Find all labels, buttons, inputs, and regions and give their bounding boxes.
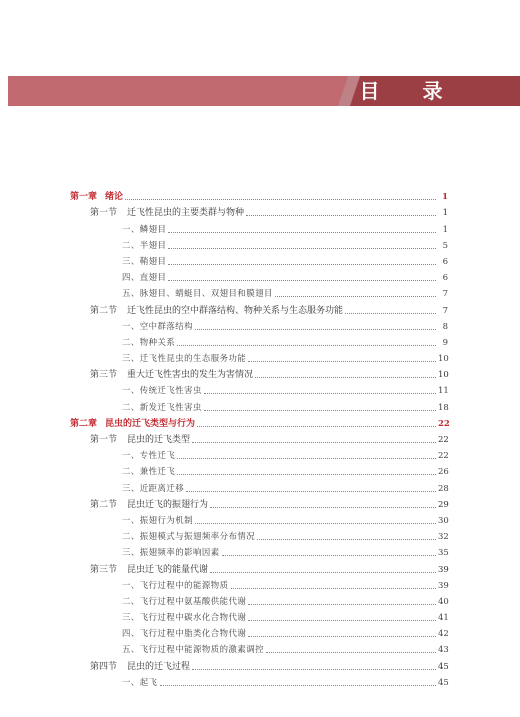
toc-entry-page: 1 [442, 224, 448, 235]
toc-entry-section[interactable] [70, 558, 448, 574]
toc-entry-item[interactable] [70, 542, 448, 558]
toc-entry-title: 兼性迁飞 [139, 466, 176, 477]
toc-entry-title: 物种关系 [139, 336, 176, 347]
dot-leader [204, 409, 436, 411]
toc-entry-section[interactable] [70, 202, 448, 218]
toc-entry-title: 昆虫迁飞的能量代谢 [127, 564, 209, 575]
toc-entry-page: 1 [442, 208, 448, 219]
dot-leader [168, 231, 436, 233]
toc-entry-page: 45 [438, 661, 449, 672]
dot-leader [210, 571, 436, 573]
toc-entry-section[interactable] [70, 364, 448, 380]
toc-entry-number: 二、 [122, 466, 140, 477]
toc-entry-number: 三、 [122, 255, 140, 266]
toc-entry-item[interactable] [70, 348, 448, 364]
toc-entry-item[interactable] [70, 251, 448, 267]
toc-entry-page: 22 [438, 418, 450, 429]
toc-entry-title: 鳞翅目 [139, 223, 167, 234]
page-title: 目 录 [359, 79, 461, 103]
toc-entry-item[interactable] [70, 672, 448, 688]
toc-entry-title: 昆虫迁飞的振翅行为 [127, 499, 209, 510]
dot-leader [168, 247, 436, 249]
dot-leader [197, 425, 436, 427]
toc-entry-page: 5 [442, 240, 448, 251]
toc-entry-section[interactable] [70, 655, 448, 671]
dot-leader [246, 214, 436, 216]
toc-entry-page: 42 [438, 629, 449, 640]
dot-leader [195, 328, 436, 330]
toc-entry-page: 43 [438, 645, 449, 656]
toc-entry-title: 迁飞性昆虫的空中群落结构、物种关系与生态服务功能 [127, 305, 344, 316]
toc-entry-title: 直翅目 [139, 272, 167, 283]
toc-entry-chapter[interactable] [70, 413, 448, 429]
toc-entry-title: 传统迁飞性害虫 [139, 385, 202, 396]
dot-leader [204, 392, 436, 394]
toc-entry-number: 三、 [122, 353, 140, 364]
dot-leader [222, 554, 436, 556]
toc-entry-item[interactable] [70, 607, 448, 623]
toc-entry-title: 昆虫的迁飞类型 [127, 435, 191, 445]
toc-entry-page: 7 [442, 289, 448, 300]
toc-entry-item[interactable] [70, 332, 448, 348]
toc-entry-chapter[interactable] [70, 186, 448, 202]
toc-entry-title: 脉翅目、蜻蜓目、双翅目和膜翅目 [139, 288, 273, 299]
toc-entry-title: 振翅模式与振翅频率分布情况 [139, 531, 256, 542]
toc-entry-page: 45 [438, 677, 449, 688]
toc-entry-number: 一、 [122, 320, 140, 331]
dot-leader [125, 198, 436, 200]
toc-entry-number: 四、 [122, 628, 140, 639]
toc-entry-title: 起飞 [139, 676, 158, 687]
toc-entry-title: 空中群落结构 [139, 320, 193, 331]
toc-entry-item[interactable] [70, 316, 448, 332]
toc-entry-item[interactable] [70, 477, 448, 493]
toc-entry-page: 29 [438, 499, 449, 510]
toc-entry-item[interactable] [70, 510, 448, 526]
toc-entry-number: 第二节 [90, 499, 118, 510]
toc-entry-number: 第一章 [70, 192, 98, 203]
table-of-contents [70, 186, 448, 688]
toc-entry-number: 第二章 [70, 418, 98, 429]
dot-leader [275, 295, 436, 297]
dot-leader [192, 441, 436, 443]
toc-entry-page: 6 [442, 256, 448, 267]
dot-leader [177, 457, 436, 459]
toc-entry-page: 8 [442, 321, 448, 332]
toc-entry-page: 10 [438, 370, 449, 381]
toc-entry-item[interactable] [70, 591, 448, 607]
toc-entry-title: 飞行过程中能源物质的激素调控 [139, 644, 264, 655]
dot-leader [231, 587, 437, 589]
toc-entry-page: 28 [438, 483, 449, 494]
toc-entry-page: 22 [438, 435, 449, 445]
dot-leader [255, 376, 436, 378]
toc-entry-item[interactable] [70, 445, 448, 461]
toc-entry-page: 7 [442, 305, 448, 316]
toc-entry-title: 昆虫的迁飞过程 [127, 661, 191, 672]
toc-entry-title: 新发迁飞性害虫 [139, 401, 202, 412]
dot-leader [248, 360, 436, 362]
toc-entry-number: 一、 [122, 385, 140, 396]
toc-entry-section[interactable] [70, 299, 448, 315]
toc-entry-number: 一、 [122, 223, 140, 234]
toc-entry-page: 1 [442, 192, 448, 203]
toc-entry-item[interactable] [70, 283, 448, 299]
toc-entry-number: 第二节 [90, 305, 118, 316]
dot-leader [177, 344, 436, 346]
toc-entry-page: 35 [438, 548, 449, 559]
dot-leader [248, 603, 436, 605]
toc-entry-number: 二、 [122, 531, 140, 542]
toc-entry-page: 18 [438, 402, 449, 413]
toc-entry-page: 41 [438, 613, 449, 624]
dot-leader [195, 522, 436, 524]
toc-entry-number: 三、 [122, 482, 140, 493]
toc-entry-number: 二、 [122, 595, 140, 606]
dot-leader [186, 490, 436, 492]
dot-leader [168, 279, 436, 281]
toc-entry-page: 11 [438, 386, 449, 397]
toc-entry-page: 6 [442, 273, 448, 284]
toc-entry-item[interactable] [70, 526, 448, 542]
toc-entry-title: 飞行过程中氨基酸供能代谢 [139, 595, 247, 606]
dot-leader [248, 635, 436, 637]
toc-entry-item[interactable] [70, 461, 448, 477]
toc-entry-item[interactable] [70, 623, 448, 639]
dot-leader [192, 668, 436, 670]
toc-entry-title: 绪论 [105, 192, 124, 203]
toc-entry-item[interactable] [70, 396, 448, 412]
toc-entry-page: 10 [438, 354, 449, 365]
toc-entry-number: 第一节 [90, 208, 118, 219]
toc-entry-page: 32 [438, 532, 449, 543]
toc-entry-number: 三、 [122, 612, 140, 623]
toc-entry-page: 9 [442, 337, 448, 348]
toc-entry-item[interactable] [70, 639, 448, 655]
toc-entry-title: 飞行过程中碳水化合物代谢 [139, 612, 247, 623]
dot-leader [248, 619, 436, 621]
toc-entry-title: 半翅目 [139, 239, 167, 250]
toc-entry-title: 迁飞性昆虫的生态服务功能 [139, 353, 247, 364]
toc-entry-number: 一、 [122, 450, 140, 461]
toc-entry-item[interactable] [70, 267, 448, 283]
toc-entry-title: 昆虫的迁飞类型与行为 [105, 418, 196, 429]
toc-entry-page: 30 [438, 515, 449, 526]
dot-leader [168, 263, 436, 265]
toc-entry-title: 重大迁飞性害虫的发生为害情况 [127, 370, 254, 381]
toc-entry-section[interactable] [70, 429, 448, 445]
dot-leader [345, 312, 436, 314]
toc-entry-number: 第三节 [90, 370, 118, 381]
toc-entry-item[interactable] [70, 218, 448, 234]
toc-entry-number: 三、 [122, 547, 140, 558]
toc-entry-number: 第三节 [90, 564, 118, 575]
toc-entry-number: 二、 [122, 239, 140, 250]
toc-entry-number: 二、 [122, 336, 140, 347]
toc-entry-number: 第一节 [90, 435, 118, 445]
toc-entry-number: 五、 [122, 288, 140, 299]
toc-entry-title: 迁飞性昆虫的主要类群与物种 [127, 208, 245, 219]
toc-entry-title: 飞行过程中脂类化合物代谢 [139, 628, 247, 639]
toc-entry-number: 四、 [122, 272, 140, 283]
toc-entry-title: 振翅频率的影响因素 [139, 547, 220, 558]
dot-leader [160, 684, 437, 686]
toc-entry-title: 鞘翅目 [139, 255, 167, 266]
toc-entry-number: 五、 [122, 644, 140, 655]
toc-entry-page: 40 [438, 596, 449, 607]
toc-entry-page: 39 [438, 580, 449, 591]
dot-leader [177, 473, 436, 475]
toc-entry-number: 一、 [122, 579, 140, 590]
toc-entry-number: 一、 [122, 514, 140, 525]
toc-entry-number: 第四节 [90, 661, 118, 672]
toc-entry-section[interactable] [70, 494, 448, 510]
toc-entry-number: 二、 [122, 401, 140, 412]
toc-entry-page: 22 [438, 451, 449, 462]
toc-entry-item[interactable] [70, 575, 448, 591]
toc-entry-title: 振翅行为机制 [139, 514, 193, 525]
toc-entry-title: 飞行过程中的能源物质 [139, 579, 229, 590]
dot-leader [266, 651, 436, 653]
toc-entry-title: 专性迁飞 [139, 450, 176, 461]
toc-entry-page: 26 [438, 467, 449, 478]
toc-entry-item[interactable] [70, 380, 448, 396]
toc-entry-number: 一、 [122, 676, 140, 687]
toc-entry-page: 39 [438, 564, 449, 575]
dot-leader [210, 506, 436, 508]
dot-leader [257, 538, 436, 540]
toc-entry-item[interactable] [70, 235, 448, 251]
toc-entry-title: 近距离迁移 [139, 482, 185, 493]
